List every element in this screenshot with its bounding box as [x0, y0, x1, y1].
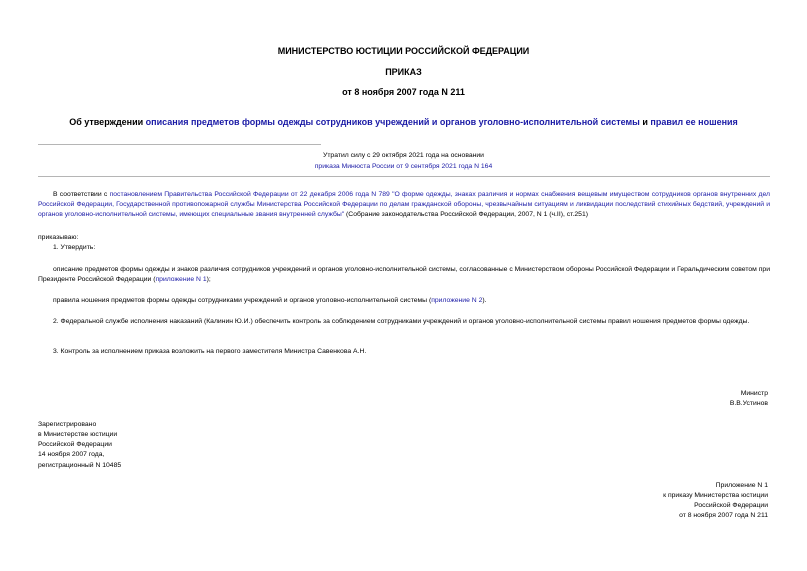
- item-3: 3. Контроль за исполнением приказа возложить на первого заместителя Министра Савенкова А.Н.: [53, 348, 367, 355]
- item-1a-text: описание предметов формы одежды и знаков различия сотрудников учреждений и органов уголовно-исполнительной системы, согласованные с Министерством обороны Российской Федерации и Геральдическим советом при Президенте Российской Федерации (: [38, 266, 770, 283]
- ministry-heading: МИНИСТЕРСТВО ЮСТИЦИИ РОССИЙСКОЙ ФЕДЕРАЦИИ: [277, 46, 530, 56]
- doc-type-heading: ПРИКАЗ: [385, 67, 422, 77]
- registration-line5: регистрационный N 10485: [38, 462, 122, 469]
- title-middle: и: [639, 117, 651, 127]
- signature-position: Министр: [740, 390, 768, 397]
- item-2: 2. Федеральной службе исполнения наказаний (Калинин Ю.И.) обеспечить контроль за соблюдением сотрудниками учреждений и органов уголовно-исполнительной системы правил ношения предметов формы одежды.: [53, 318, 750, 325]
- item-1b: [38, 296, 770, 306]
- title-link-description[interactable]: описания предметов формы одежды сотрудников учреждений и органов уголовно-исполнительной системы: [145, 117, 640, 127]
- item-1b-end: ).: [482, 297, 487, 304]
- appendix-line2: к приказу Министерства юстиции: [663, 492, 768, 499]
- registration-line4: 14 ноября 2007 года,: [38, 451, 105, 458]
- item-1a-end: );: [206, 276, 211, 283]
- appendix-2-link[interactable]: приложение N 2: [431, 297, 483, 304]
- item-1a: [38, 265, 770, 285]
- registration-line1: Зарегистрировано: [38, 421, 97, 428]
- paragraph-basis: [38, 190, 770, 220]
- title-link-rules[interactable]: правил ее ношения: [650, 117, 738, 127]
- notice-line1: Утратил силу с 29 октября 2021 года на основании: [323, 152, 484, 159]
- item-1: 1. Утвердить:: [53, 244, 96, 251]
- title-prefix: Об утверждении: [69, 117, 146, 127]
- item-1b-text: правила ношения предметов формы одежды сотрудниками учреждений и органов уголовно-исполнительной системы (: [53, 297, 432, 304]
- order-word: приказываю:: [38, 234, 79, 241]
- appendix-1-link[interactable]: приложение N 1: [155, 276, 207, 283]
- doc-date-number: от 8 ноября 2007 года N 211: [342, 87, 465, 97]
- appendix-line3: Российской Федерации: [694, 502, 768, 509]
- p1-suffix: (Собрание законодательства Российской Федерации, 2007, N 1 (ч.II), ст.251): [344, 211, 588, 218]
- registration-line2: в Министерстве юстиции: [38, 431, 118, 438]
- page-title: [0, 117, 807, 127]
- p1-resolution-link[interactable]: постановлением Правительства Российской Федерации от 22 декабря 2006 года N 789 "О форме одежды, знаках различия и нормах снабжения вещевым имуществом сотрудников органов внутренних дел Российской Федерации, Государственной противопожарной службы Министерства Российской Федерации по делам гражданской обороны, чрезвычайным ситуациям и ликвидации последствий стихийных бедствий, учреждений и органов уголовно-исполнительной системы, имеющих специальные звания внутренней службы": [38, 191, 771, 218]
- registration-line3: Российской Федерации: [38, 441, 112, 448]
- divider-top: [38, 144, 321, 145]
- notice-link[interactable]: приказа Минюста России от 9 сентября 2021 года N 164: [314, 163, 493, 170]
- signature-name: В.В.Устинов: [729, 400, 768, 407]
- appendix-line1: Приложение N 1: [715, 482, 768, 489]
- divider-bottom: [38, 176, 770, 177]
- p1-prefix: В соответствии с: [53, 191, 110, 198]
- appendix-line4: от 8 ноября 2007 года N 211: [679, 512, 768, 519]
